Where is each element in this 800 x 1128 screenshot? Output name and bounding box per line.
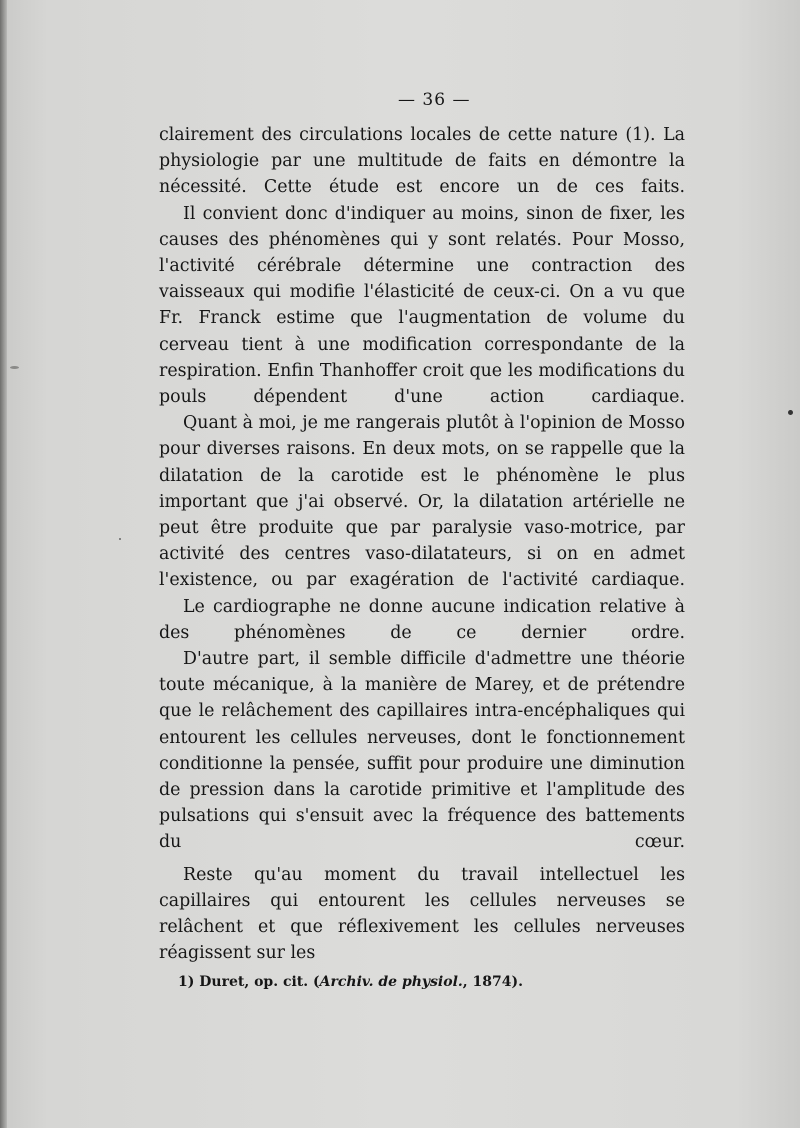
paragraph-1: clairement des circulations locales de cette nature (1). La physiologie par une multitude de faits en démontre la nécessité. Cette étude est encore un de ces faits.	[159, 125, 685, 198]
scan-speck	[10, 366, 19, 369]
scan-speck	[788, 410, 793, 415]
page-number: — 36 —	[398, 90, 471, 110]
body-text	[159, 122, 685, 967]
paragraph-3: Quant à moi, je me rangerais plutôt à l'opinion de Mosso pour diverses raisons. En deux mots, on se rappelle que la dilatation de la carotide est le phénomène le plus important que j'ai observé. Or, la dilatation artérielle ne peut être produite que par paralysie vaso-motrice, par activité des centres vaso-dilatateurs, si on en admet l'existence, ou par exagération de l'activité cardiaque.	[159, 413, 685, 591]
footnote-journal: Archiv. de physiol.	[319, 974, 463, 990]
footnote: 1) Duret, op. cit. (Archiv. de physiol., 1874).	[178, 974, 523, 990]
paragraph-6: Reste qu'au moment du travail intellectuel les capillaires qui entourent les cellules nerveuses se relâchent et que réflexivement les cellules nerveuses réagissent sur les	[159, 864, 685, 964]
footnote-author: Duret, op. cit.	[199, 974, 309, 990]
paragraph-4: Le cardiographe ne donne aucune indication relative à des phénomènes de ce dernier ordre.	[159, 596, 685, 643]
footnote-year: , 1874).	[462, 974, 523, 990]
scan-speck	[119, 538, 121, 540]
page-binding-edge	[0, 0, 7, 1128]
footnote-marker: 1)	[178, 974, 195, 990]
paragraph-5: D'autre part, il semble difficile d'admettre une théorie toute mécanique, à la manière de Marey, et de prétendre que le relâchement des capillaires intra-encéphaliques qui entourent les cellules nerveuses, dont le fonctionnement conditionne la pensée, suffit pour produire une diminution de pression dans la carotide primitive et l'amplitude des pulsations qui s'ensuit avec la fréquence des battements du cœur.	[159, 649, 685, 853]
paragraph-2: Il convient donc d'indiquer au moins, sinon de fixer, les causes des phénomènes qui y sont relatés. Pour Mosso, l'activité cérébrale détermine une contraction des vaisseaux qui modifie l'élasticité de ceux-ci. On a vu que Fr. Franck estime que l'augmentation de volume du cerveau tient à une modification correspondante de la respiration. Enfin Thanhoffer croit que les modifications du pouls dépendent d'une action cardiaque.	[159, 203, 685, 408]
